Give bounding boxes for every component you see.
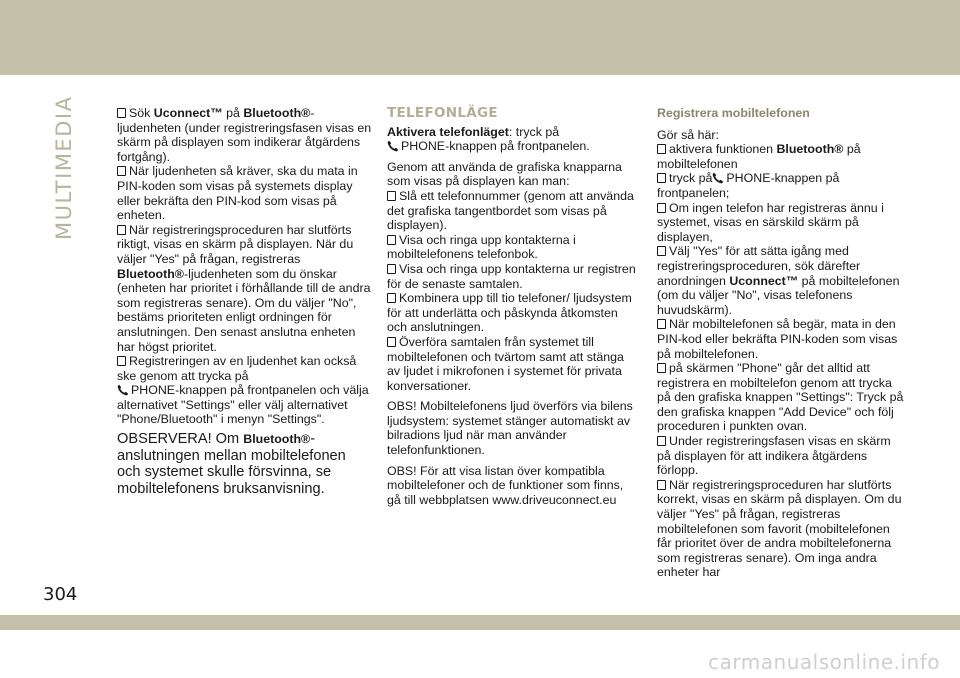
list-item: Slå ett telefonnummer (genom att använda det grafiska tangentbordet som visas på displayen). [387,188,634,233]
list-item: Kombinera upp till tio telefoner/ ljudsystem för att underlätta och påskynda åtkomsten och anslutningen. [387,291,632,335]
list-item: tryck på PHONE-knappen på frontpanelen; [657,171,840,200]
checkbox-bullet-icon [657,173,666,183]
list-item: När registreringsproceduren har slutförts korrekt, visas en skärm på displayen. Om du väljer "Yes" på frågan, registreras mobiltelefonen som favorit (mobiltelefonen får prioritet över de andra mobiltelefonerna som registreras senare). Om inga andra enheter har [657,477,902,580]
checkbox-bullet-icon [387,337,396,347]
checkbox-bullet-icon [657,319,666,329]
checkbox-bullet-icon [117,108,126,118]
paragraph: Gör så här: [657,127,719,142]
section-heading: TELEFONLÄGE [387,105,498,121]
list-item: Registreringen av en ljudenhet kan också ske genom att trycka på PHONE-knappen på frontpanelen och välja alternativet "Settings" eller välj alternativet "Phone/Bluetooth" i menyn "Settings". [117,354,369,427]
checkbox-bullet-icon [117,166,126,176]
phone-icon [712,172,724,184]
list-item: Sök Uconnect™ på Bluetooth®-ljudenheten (under registreringsfasen visas en skärm på displayen som indikerar åtgärdens fortgång). [117,106,372,164]
phone-icon [117,384,129,396]
checkbox-bullet-icon [117,356,126,366]
list-item: Visa och ringa upp kontakterna ur registren för de senaste samtalen. [387,261,636,291]
list-item: När mobiltelefonen så begär, mata in den PIN-kod eller bekräfta PIN-koden som visas på mobiltelefonen. [657,317,898,361]
checkbox-bullet-icon [387,191,396,201]
list-item: När ljudenheten så kräver, ska du mata in PIN-koden som visas på systemets display eller bekräfta den PIN-kod som visas på enheten. [117,164,358,223]
checkbox-bullet-icon [657,144,666,154]
column-middle [387,106,637,513]
column-right [657,106,907,580]
checkbox-bullet-icon [117,225,126,235]
subsection-heading: Registrera mobiltelefonen [657,106,810,120]
list-item: Överföra samtalen från systemet till mobiltelefonen och tvärtom samt att stänga av ljudet i mikrofonen i systemet för privata konversationer. [387,334,624,393]
checkbox-bullet-icon [387,235,396,245]
list-item: Under registreringsfasen visas en skärm på displayen för att indikera åtgärdens förlopp. [657,434,891,478]
bottom-band [0,615,960,630]
checkbox-bullet-icon [657,436,666,446]
checkbox-bullet-icon [657,203,666,213]
list-item: Visa och ringa upp kontakterna i mobiltelefonens telefonbok. [387,232,576,262]
checkbox-bullet-icon [387,264,396,274]
list-item: Om ingen telefon har registreras ännu i systemet, visas en särskild skärm på displayen, [657,200,884,244]
paragraph: OBS! För att visa listan över kompatibla mobiltelefoner och de funktioner som finns, gå till webbplatsen www.driveuconnect.eu [387,463,624,507]
watermark: carmanualsonline.info [708,650,940,674]
checkbox-bullet-icon [387,293,396,303]
top-band [0,0,960,75]
list-item: på skärmen "Phone" går det alltid att registrera en mobiltelefon genom att trycka på den grafiska knappen "Settings": Tryck på den grafiska knappen "Add Device" och följ proceduren i punkten ovan. [657,361,904,434]
section-label: MULTIMEDIA [52,95,76,240]
page-number: 304 [43,584,78,605]
column-left [117,106,372,497]
checkbox-bullet-icon [657,480,666,490]
checkbox-bullet-icon [657,363,666,373]
phone-icon [387,140,399,152]
note-paragraph: OBSERVERA! Om Bluetooth®-anslutningen mellan mobiltelefonen och systemet skulle försvinna, se mobiltelefonens bruksanvisning. [117,431,346,497]
paragraph: Genom att använda de grafiska knapparna som visas på displayen kan man: [387,159,622,189]
checkbox-bullet-icon [657,246,666,256]
activate-paragraph: Aktivera telefonläget: tryck på PHONE-knappen på frontpanelen. [387,124,590,154]
paragraph: OBS! Mobiltelefonens ljud överförs via bilens ljudsystem: systemet stänger automatiskt av bilradions ljud när man använder telefonfunktionen. [387,399,633,458]
list-item: När registreringsproceduren har slutförts riktigt, visas en skärm på displayen. När du väljer "Yes" på frågan, registreras Bluetooth®-ljudenheten som du önskar (enheten har prioritet i förhållande till de andra som registreras senare). Om du väljer "No", bestäms prioriteten enligt ordningen för anslutningen. Den senast anslutna enheten har högst prioritet. [117,222,371,354]
list-item: aktivera funktionen Bluetooth® på mobiltelefonen [657,142,861,171]
list-item: Välj "Yes" för att sätta igång med registreringsproceduren, sök därefter anordningen Uconnect™ på mobiltelefonen (om du väljer "No", visas telefonens huvudskärm). [657,244,900,317]
